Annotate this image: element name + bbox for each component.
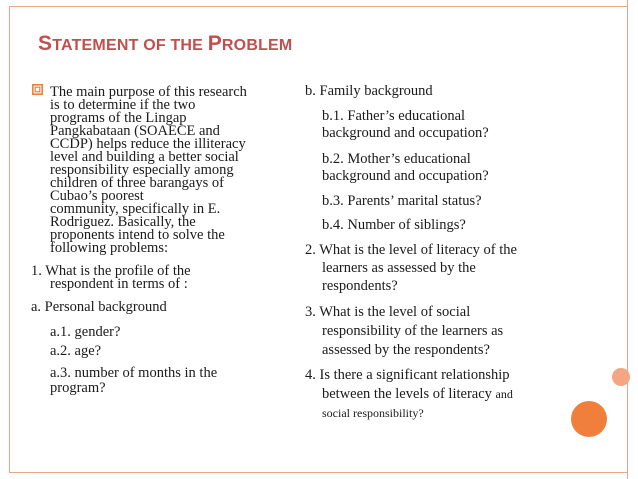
item-siblings: b.4. Number of siblings? (322, 217, 466, 233)
question-3: 3. What is the level of social (305, 304, 471, 320)
intro-line: Rodriguez. Basically, the (50, 214, 196, 230)
personal-background-label: a. Personal background (31, 299, 167, 315)
item-marital-status: b.3. Parents’ marital status? (322, 193, 482, 209)
question-2-cont: respondents? (322, 278, 398, 294)
slide-right-edge (627, 0, 628, 479)
item-age: a.2. age? (50, 343, 102, 359)
intro-line: The main purpose of this research (50, 84, 247, 100)
item-months-cont: program? (50, 380, 106, 396)
intro-line: proponents intend to solve the (50, 227, 225, 243)
intro-line: children of three barangays of (50, 175, 224, 191)
intro-line: following problems: (50, 240, 169, 256)
intro-line: Cubao’s poorest (50, 188, 144, 204)
bullet-icon (32, 84, 43, 95)
item-months: a.3. number of months in the (50, 365, 218, 381)
question-3-cont: assessed by the respondents? (322, 342, 490, 358)
intro-line: CCDP) helps reduce the illiteracy (50, 136, 246, 152)
intro-line: level and building a better social (50, 149, 239, 165)
question-4-cont: social responsibility? (322, 406, 424, 420)
item-father-cont: background and occupation? (322, 125, 489, 141)
item-mother-cont: background and occupation? (322, 168, 489, 184)
question-1: 1. What is the profile of the (31, 263, 191, 279)
question-4: 4. Is there a significant relationship (305, 367, 510, 383)
intro-line: Pangkabataan (SOAECE and (50, 123, 220, 139)
question-2: 2. What is the level of literacy of the (305, 242, 517, 258)
item-father: b.1. Father’s educational (322, 108, 466, 124)
question-1-cont: respondent in terms of : (50, 276, 188, 292)
intro-line: programs of the Lingap (50, 110, 187, 126)
decorative-small-circle (612, 368, 630, 386)
question-2-cont: learners as assessed by the (322, 260, 476, 276)
intro-line: community, specifically in E. (50, 201, 221, 217)
intro-line: is to determine if the two (50, 97, 196, 113)
intro-line: responsibility especially among (50, 162, 234, 178)
family-background-label: b. Family background (305, 83, 433, 99)
question-3-cont: responsibility of the learners as (322, 323, 504, 339)
item-gender: a.1. gender? (50, 324, 121, 340)
decorative-circle (571, 401, 607, 437)
slide-title: STATEMENT OF THE PROBLEM (38, 32, 293, 55)
question-4-cont: between the levels of literacy and (322, 386, 513, 402)
item-mother: b.2. Mother’s educational (322, 151, 471, 167)
